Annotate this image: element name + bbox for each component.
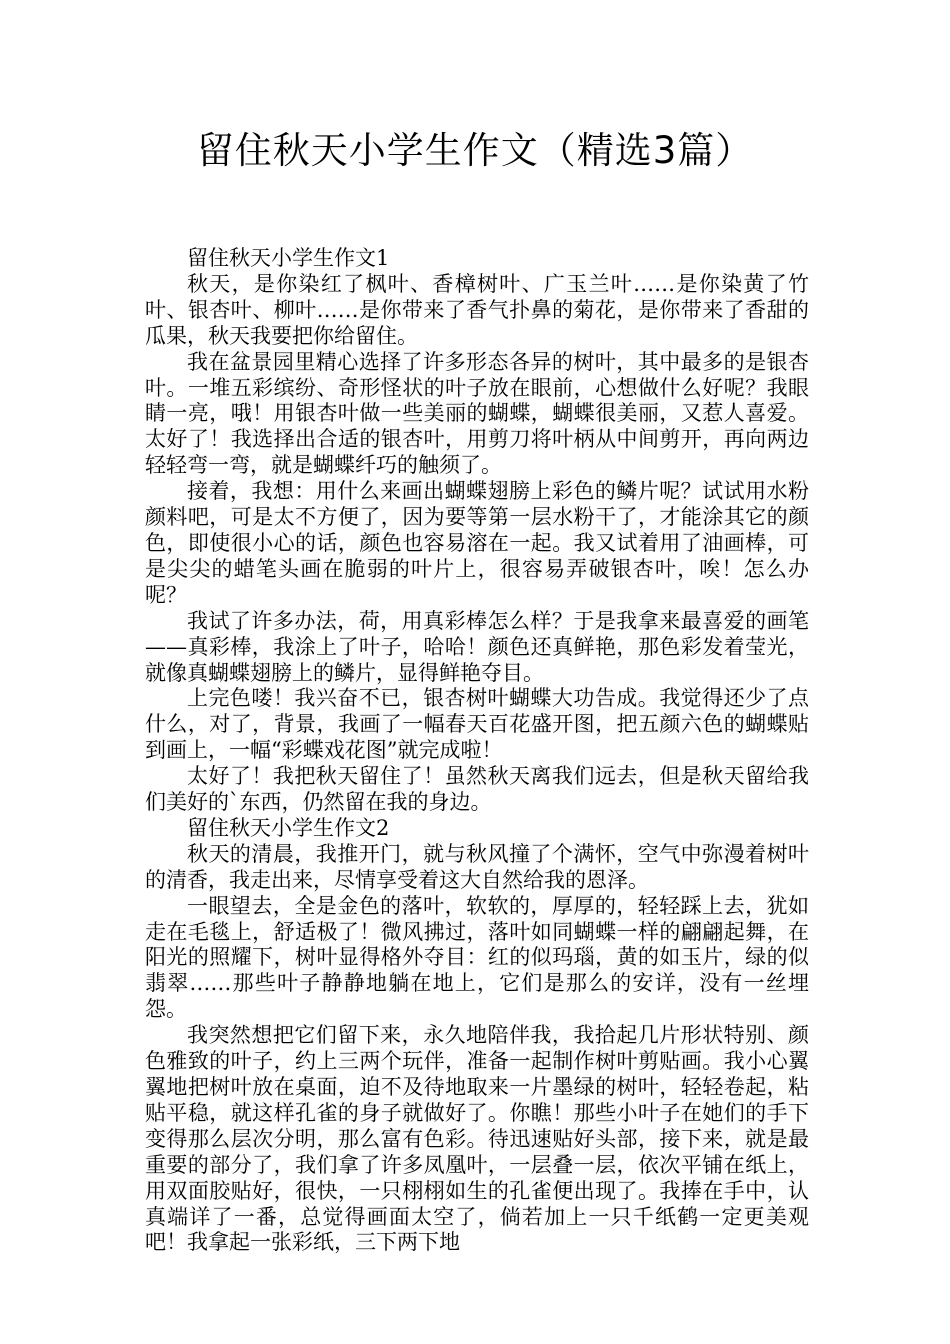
paragraph: 接着，我想：用什么来画出蝴蝶翅膀上彩色的鳞片呢？试试用水粉颜料吧，可是太不方便了，因为要等第一层水粉干了，才能涂其它的颜色，即使很小心的话，颜色也容易溶在一起。我又试着用了油画棒，可是尖尖的蜡笔头画在脆弱的叶片上，很容易弄破银杏叶，唉！怎么办呢？ [145, 479, 809, 607]
paragraph: 我在盆景园里精心选择了许多形态各异的树叶，其中最多的是银杏叶。一堆五彩缤纷、奇形怪状的叶子放在眼前，心想做什么好呢？我眼睛一亮，哦！用银杏叶做一些美丽的蝴蝶，蝴蝶很美丽，又惹人喜爱。太好了！我选择出合适的银杏叶，用剪刀将叶柄从中间剪开，再向两边轻轻弯一弯，就是蝴蝶纤巧的触须了。 [145, 349, 809, 478]
paragraph: 我突然想把它们留下来，永久地陪伴我，我拾起几片形状特别、颜色雅致的叶子，约上三两个玩伴，准备一起制作树叶剪贴画。我小心翼翼地把树叶放在桌面，迫不及待地取来一片墨绿的树叶，轻轻卷起，粘贴平稳，就这样孔雀的身子就做好了。你瞧！那些小叶子在她们的手下变得那么层次分明，那么富有色彩。待迅速贴好头部，接下来，就是最重要的部分了，我们拿了许多凤凰叶，一层叠一层，依次平铺在纸上，用双面胶贴好，很快，一只栩栩如生的孔雀便出现了。我捧在手中，认真端详了一番，总觉得画面太空了，倘若加上一只千纸鹤一定更美观吧！我拿起一张彩纸，三下两下地 [145, 1023, 809, 1255]
paragraph: 我试了许多办法，荷，用真彩棒怎么样？于是我拿来最喜爱的画笔——真彩棒，我涂上了叶子，哈哈！颜色还真鲜艳，那色彩发着莹光，就像真蝴蝶翅膀上的鳞片，显得鲜艳夺目。 [145, 608, 809, 685]
essay-heading-1: 留住秋天小学生作文1 [187, 246, 390, 270]
paragraph: 秋天，是你染红了枫叶、香樟树叶、广玉兰叶……是你染黄了竹叶、银杏叶、柳叶……是你带来了香气扑鼻的菊花，是你带来了香甜的瓜果，秋天我要把你给留住。 [145, 271, 809, 348]
document-body [145, 246, 809, 1256]
paragraph: 太好了！我把秋天留住了！虽然秋天离我们远去，但是秋天留给我们美好的`东西，仍然留在我的身边。 [145, 764, 809, 815]
essay-heading-2: 留住秋天小学生作文2 [187, 815, 390, 840]
document-title: 留住秋天小学生作文（精选3篇） [196, 129, 754, 172]
paragraph: 一眼望去，全是金色的落叶，软软的，厚厚的，轻轻踩上去，犹如走在毛毯上，舒适极了！微风拂过，落叶如同蝴蝶一样的翩翩起舞，在阳光的照耀下，树叶显得格外夺目：红的似玛瑙，黄的如玉片，绿的似翡翠……那些叶子静静地躺在地上，它们是那么的安详，没有一丝埋怨。 [145, 893, 809, 1022]
paragraph: 上完色喽！我兴奋不已，银杏树叶蝴蝶大功告成。我觉得还少了点什么，对了，背景，我画了一幅春天百花盛开图，把五颜六色的蝴蝶贴到画上，一幅“彩蝶戏花图”就完成啦！ [145, 686, 809, 763]
paragraph: 秋天的清晨，我推开门，就与秋风撞了个满怀，空气中弥漫着树叶的清香，我走出来，尽情享受着这大自然给我的恩泽。 [145, 841, 809, 892]
